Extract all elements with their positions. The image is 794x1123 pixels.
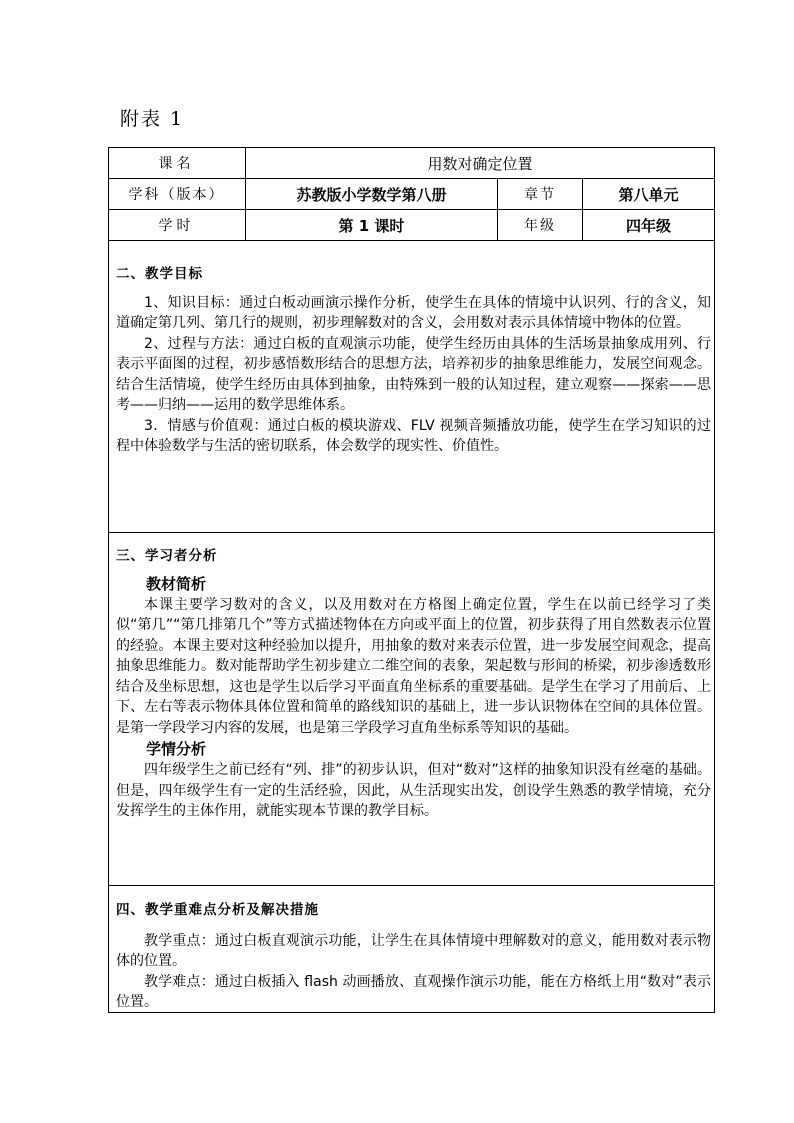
goal-process-method: 2、过程与方法：通过白板的直观演示功能，使学生经历由具体的生活场景抽象成用列、行表示平面图的过程，初步感悟数形结合的思想方法，培养初步的抽象思维能力，发展空间观念。结合生活情境，使学生经历由具体到抽象，由特殊到一般的认知过程，建立观察——探索——思考——归纳——运用的数学思维体系。 [116, 335, 711, 413]
textbook-analysis-text: 本课主要学习数对的含义，以及用数对在方格图上确定位置，学生在以前已经学习了类似“第几”“第几排第几个”等方式描述物体在方向或平面上的位置，初步获得了用自然数表示位置的经验。本课主要对这种经验加以提升，用抽象的数对来表示位置，进一步发展空间观念，提高抽象思维能力。数对能帮助学生初步建立二维空间的表象，架起数与形间的桥梁，初步渗透数形结合及坐标思想，这也是学生以后学习平面直角坐标系的重要基础。是学生在学习了用前后、上下、左右等表示物体具体位置和简单的路线知识的基础上，进一步认识物体在空间的具体位置。是第一学段学习内容的发展，也是第三学段学习直角坐标系等知识的基础。 [116, 596, 711, 736]
goal-knowledge: 1、知识目标：通过白板动画演示操作分析，使学生在具体的情境中认识列、行的含义，知道确定第几列、第几行的规则，初步理解数对的含义，会用数对表示具体情境中物体的位置。 [116, 294, 711, 331]
student-analysis-text: 四年级学生之前已经有“列、排”的初步认识，但对“数对”这样的抽象知识没有丝毫的基础。但是，四年级学生有一定的生活经验，因此，从生活现实出发，创设学生熟悉的教学情境，充分发挥学生的主体作用，就能实现本节课的教学目标。 [116, 762, 711, 819]
grade-value: 四年级 [625, 216, 671, 235]
section-divider [108, 885, 715, 886]
chapter-value: 第八单元 [618, 185, 679, 204]
learner-analysis-section [116, 546, 711, 822]
teaching-key-point: 教学重点：通过白板直观演示功能，让学生在具体情境中理解数对的意义，能用数对表示物体的位置。 [116, 932, 711, 969]
table-border-right [714, 147, 715, 1013]
course-name-label: 课名 [158, 156, 195, 172]
course-name-value: 用数对确定位置 [427, 154, 533, 173]
document-title: 附表 1 [120, 108, 185, 130]
chapter-label: 章节 [524, 187, 556, 203]
subject-label: 学科（版本） [128, 187, 225, 203]
period-label: 学时 [158, 218, 195, 234]
subject-value: 苏教版小学数学第八册 [296, 185, 447, 204]
section-divider [108, 532, 715, 533]
key-difficult-points-section [116, 900, 711, 1013]
period-value: 第 1 课时 [338, 216, 405, 235]
teaching-difficult-point: 教学难点：通过白板插入 flash 动画播放、直观操作演示功能，能在方格纸上用“数对”表示位置。 [116, 973, 711, 1010]
key-difficult-points-heading: 四、教学重难点分析及解决措施 [116, 902, 319, 918]
learner-analysis-heading: 三、学习者分析 [116, 548, 218, 564]
row-divider [108, 240, 715, 241]
teaching-goals-heading: 二、教学目标 [116, 266, 203, 282]
grade-label: 年级 [524, 218, 556, 234]
textbook-analysis-heading: 教材简析 [146, 574, 207, 593]
teaching-goals-section [116, 264, 711, 457]
goal-emotion-value: 3．情感与价值观：通过白板的模块游戏、FLV 视频音频播放功能，使学生在学习知识的过程中体验数学与生活的密切联系，体会数学的现实性、价值性。 [116, 417, 711, 454]
table-border-left [108, 147, 109, 1013]
student-analysis-heading: 学情分析 [146, 740, 207, 758]
